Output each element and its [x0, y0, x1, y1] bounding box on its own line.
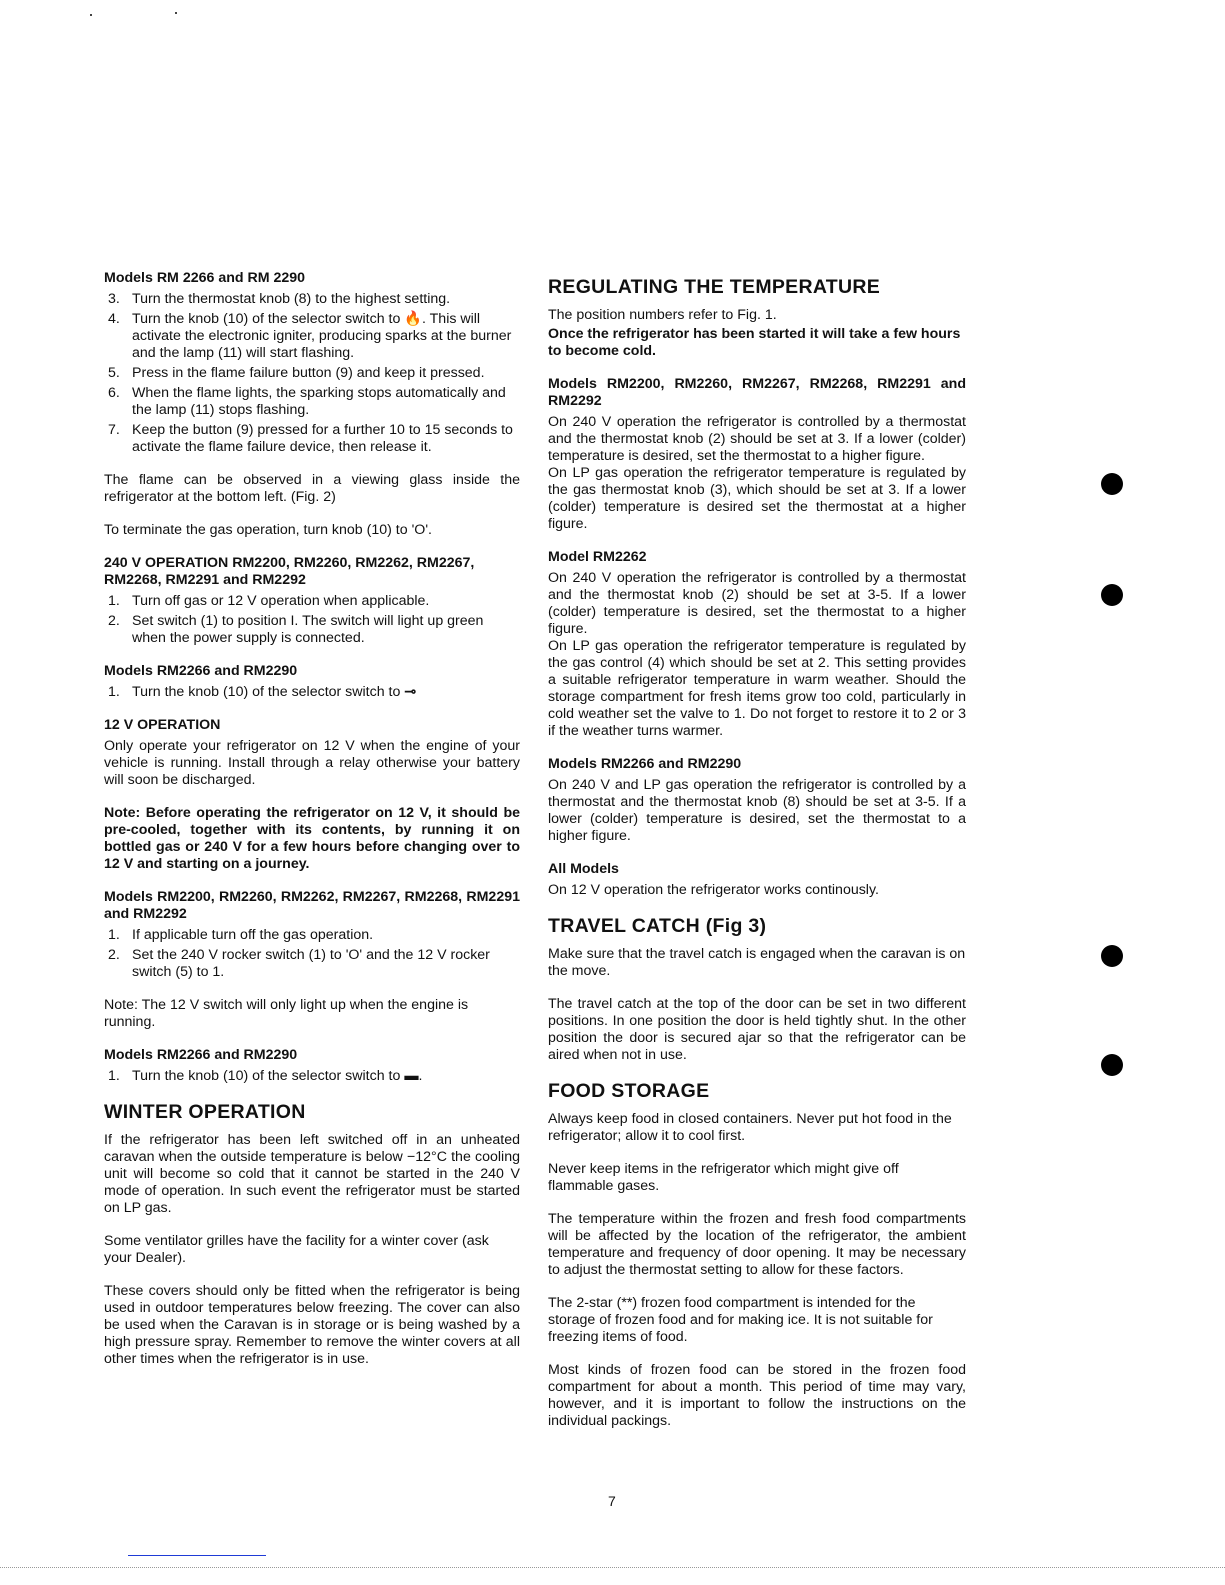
paragraph: On 240 V operation the refrigerator is controlled by a thermostat and the thermostat knob (2) should be set at 3. If a lower (colder) temperature is desired, set the thermostat to a higher figure. — [548, 414, 966, 464]
list-item — [104, 385, 520, 419]
paragraph: On LP gas operation the refrigerator temperature is regulated by the gas thermostat knob (3), which should be set at 3. If a lower (colder) temperature is desired set the thermostat at a higher figure. — [548, 465, 966, 532]
list-item — [104, 947, 520, 981]
list-item — [104, 291, 520, 308]
note-paragraph: Note: The 12 V switch will only light up when the engine is running. — [104, 997, 469, 1030]
paragraph: The temperature within the frozen and fresh food compartments will be affected by the location of the refrigerator, the ambient temperature and frequency of door opening. It may be necessary to adjust the thermostat setting to allow for these factors. — [548, 1211, 966, 1278]
list-text: When the flame lights, the sparking stops automatically and the lamp (11) stops flashing. — [132, 385, 506, 418]
numbered-list — [104, 927, 520, 981]
section-heading: Models RM2266 and RM2290 — [104, 663, 298, 679]
list-item — [104, 422, 520, 456]
paragraph: Only operate your refrigerator on 12 V when the engine of your vehicle is running. Install through a relay otherwise your battery will soon be discharged. — [104, 738, 520, 788]
list-number: 7. — [108, 422, 120, 438]
paragraph: On LP gas operation the refrigerator temperature is regulated by the gas control (4) which should be set at 2. This setting provides a suitable refrigerator temperature in warm weather. Should the storage compartment for fresh items grow too cold, particularly in cold weather set the valve to 1. Do not forget to restore it to 2 or 3 if the weather turns warmer. — [548, 638, 966, 739]
paragraph: Some ventilator grilles have the facility for a winter cover (ask your Dealer). — [104, 1233, 489, 1266]
list-text: Turn the knob (10) of the selector switch to — [132, 1068, 401, 1084]
list-number: 3. — [108, 291, 120, 307]
list-text: . — [418, 1068, 423, 1084]
paragraph: The flame can be observed in a viewing glass inside the refrigerator at the bottom left. (Fig. 2) — [104, 472, 520, 505]
section-heading: Models RM2266 and RM2290 — [104, 1047, 298, 1063]
list-number: 2. — [108, 613, 120, 629]
punch-hole — [1101, 945, 1123, 967]
page-number: 7 — [608, 1493, 616, 1509]
list-item — [104, 684, 520, 701]
section-title: WINTER OPERATION — [104, 1101, 306, 1123]
paragraph: If the refrigerator has been left switched off in an unheated caravan when the outside temperature is below −12°C the cooling unit will become so cold that it cannot be started in the 240 V mode of operation. In such event the refrigerator must be started on LP gas. — [104, 1132, 520, 1216]
paragraph: These covers should only be fitted when the refrigerator is being used in outdoor temperatures below freezing. The cover can also be used when the Caravan is in storage or is being washed by a high pressure spray. Remember to remove the winter covers at all other times when the refrigerator is in use. — [104, 1283, 520, 1367]
numbered-list — [104, 684, 520, 701]
section-heading: Models RM2200, RM2260, RM2267, RM2268, RM2291 and RM2292 — [548, 376, 966, 409]
bottom-underline — [128, 1555, 266, 1556]
list-number: 1. — [108, 927, 120, 943]
list-number: 5. — [108, 365, 120, 381]
numbered-list — [104, 1068, 520, 1085]
numbered-list — [104, 593, 520, 647]
paragraph: On 240 V and LP gas operation the refrigerator is controlled by a thermostat and the thermostat knob (8) should be set at 3-5. If a lower (colder) temperature is desired, set the thermostat to a higher figure. — [548, 777, 966, 844]
list-item — [104, 593, 520, 610]
electric-plug-icon: ⊸ — [404, 684, 417, 700]
list-text: Turn the knob (10) of the selector switch to — [132, 684, 401, 700]
paragraph: Never keep items in the refrigerator which might give off flammable gases. — [548, 1161, 899, 1194]
list-text: Set the 240 V rocker switch (1) to 'O' and the 12 V rocker switch (5) to 1. — [132, 947, 490, 980]
punch-hole — [1101, 1054, 1123, 1076]
list-number: 1. — [108, 1068, 120, 1084]
battery-icon: ▬ — [404, 1068, 419, 1084]
paragraph: Always keep food in closed containers. Never put hot food in the refrigerator; allow it to cool first. — [548, 1111, 952, 1144]
list-number: 2. — [108, 947, 120, 963]
list-item — [104, 613, 520, 647]
list-number: 4. — [108, 311, 120, 327]
list-text: If applicable turn off the gas operation. — [132, 927, 374, 943]
list-item — [104, 311, 520, 362]
list-text: Turn the thermostat knob (8) to the highest setting. — [132, 291, 451, 307]
gas-flame-icon: 🔥 — [404, 311, 423, 327]
paragraph: Make sure that the travel catch is engaged when the caravan is on the move. — [548, 946, 966, 979]
punch-hole — [1101, 473, 1123, 495]
paragraph: The 2-star (**) frozen food compartment is intended for the storage of frozen food and for making ice. It is not suitable for freezing items of food. — [548, 1295, 933, 1345]
paragraph: The travel catch at the top of the door can be set in two different positions. In one position the door is held tightly shut. In the other position the door is secured ajar so that the refrigerator can be aired when not in use. — [548, 996, 966, 1063]
list-item — [104, 365, 520, 382]
paragraph: Most kinds of frozen food can be stored in the frozen food compartment for about a month. This period of time may vary, however, and it is important to follow the instructions on the individual packings. — [548, 1362, 966, 1429]
left-column — [104, 270, 520, 1384]
list-text: Set switch (1) to position I. The switch will light up green when the power supply is connected. — [132, 613, 484, 646]
list-text: Turn off gas or 12 V operation when applicable. — [132, 593, 430, 609]
list-text: Keep the button (9) pressed for a further 10 to 15 seconds to activate the flame failure device, then release it. — [132, 422, 513, 455]
paragraph: Once the refrigerator has been started it will take a few hours to become cold. — [548, 326, 961, 359]
list-number: 6. — [108, 385, 120, 401]
list-text: . This will activate the electronic igniter, producing sparks at the burner and the lamp (11) will start flashing. — [132, 311, 512, 361]
scan-speck — [90, 14, 92, 16]
section-heading: Model RM2262 — [548, 549, 647, 565]
section-title: REGULATING THE TEMPERATURE — [548, 276, 881, 298]
punch-hole — [1101, 584, 1123, 606]
section-heading: Models RM2266 and RM2290 — [548, 756, 742, 772]
paragraph: The position numbers refer to Fig. 1. — [548, 307, 777, 323]
list-text: Press in the flame failure button (9) and keep it pressed. — [132, 365, 485, 381]
right-column — [548, 276, 966, 1446]
numbered-list — [104, 291, 520, 456]
list-number: 1. — [108, 684, 120, 700]
list-number: 1. — [108, 593, 120, 609]
section-heading: Models RM 2266 and RM 2290 — [104, 270, 306, 286]
paragraph: To terminate the gas operation, turn knob (10) to 'O'. — [104, 522, 432, 538]
paragraph: On 240 V operation the refrigerator is controlled by a thermostat and the thermostat knob (2) should be set at 3-5. If a lower (colder) temperature is desired, set the thermostat to a higher figure. — [548, 570, 966, 637]
section-title: FOOD STORAGE — [548, 1080, 710, 1102]
scan-speck — [175, 12, 177, 14]
section-heading: 240 V OPERATION RM2200, RM2260, RM2262, RM2267, RM2268, RM2291 and RM2292 — [104, 555, 475, 588]
list-text: Turn the knob (10) of the selector switch to — [132, 311, 401, 327]
note-paragraph: Note: Before operating the refrigerator on 12 V, it should be pre-cooled, together with its contents, by running it on bottled gas or 240 V for a few hours before changing over to 12 V and starting on a journey. — [104, 805, 520, 872]
section-heading: Models RM2200, RM2260, RM2262, RM2267, RM2268, RM2291 and RM2292 — [104, 889, 520, 922]
list-item — [104, 927, 520, 944]
section-heading: All Models — [548, 861, 619, 877]
bottom-rule — [0, 1567, 1225, 1568]
section-title: TRAVEL CATCH (Fig 3) — [548, 915, 767, 937]
paragraph: On 12 V operation the refrigerator works continously. — [548, 882, 879, 898]
section-heading: 12 V OPERATION — [104, 717, 221, 733]
list-item — [104, 1068, 520, 1085]
